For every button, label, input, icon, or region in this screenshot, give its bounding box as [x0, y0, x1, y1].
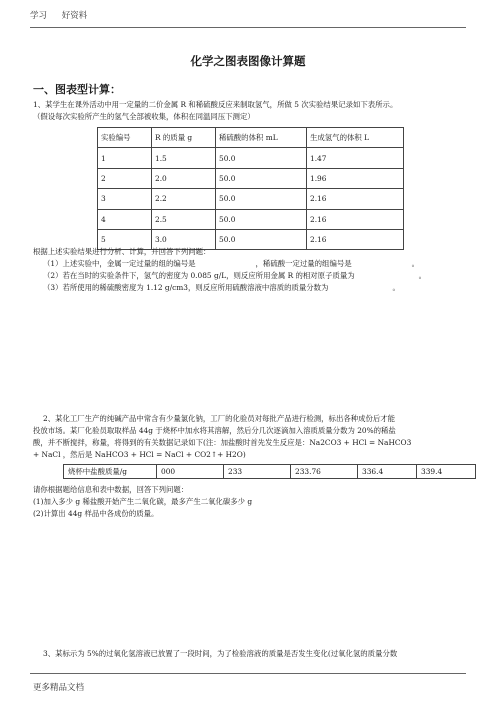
q2-line-4: + NaCl ，然后是 NaHCO3 + HCl = NaCl + CO2↑+ H2O): [33, 450, 246, 459]
header-right: 好资料: [61, 11, 88, 21]
table-cell: 2: [98, 168, 152, 188]
q2-line-2: 投放市场。某厂化验员取取样品 44g 于烧杯中加水将其溶解，然后分几次逐滴加入溶质质量分数为 20%的稀盐: [33, 426, 396, 435]
page-header: [30, 9, 87, 21]
table-cell: 2.16: [307, 189, 404, 209]
table-cell: 1.47: [307, 148, 404, 168]
q1-sub2-text-a: （2）若在当时的实验条件下，氢气的密度为 0.085 g/L，则反应所用金属 R 的相对原子质量为: [43, 271, 355, 280]
table-cell: 2.16: [307, 229, 404, 249]
q1-sub2: [43, 270, 471, 282]
table-cell: 50.0: [216, 189, 307, 209]
experiment-table: [97, 127, 404, 250]
table-cell: 1: [98, 148, 152, 168]
table-cell: 4: [98, 209, 152, 229]
table-header-cell: R 的质量 g: [152, 128, 216, 148]
table-header-cell: 实验编号: [98, 128, 152, 148]
table-cell: 50.0: [216, 168, 307, 188]
q2-line-1: 2、某化工厂生产的纯碱产品中常含有少量氯化钠，工厂的化验员对每批产品进行检测，标出各种成份后才能: [43, 414, 396, 423]
table-cell: 000: [157, 465, 224, 479]
table-header-cell: 稀硫酸的体积 mL: [216, 128, 307, 148]
footer-rule: [30, 673, 466, 674]
q1-sub3-text-a: （3）若所使用的稀硫酸密度为 1.12 g/cm3，则反应所用硫酸溶液中溶质的质量分数为: [43, 283, 329, 292]
q2-instructions: 请你根据题给信息和表中数据，回答下列问题：: [33, 485, 189, 494]
hcl-table: [63, 464, 476, 479]
page-footer: 更多精品文档: [33, 683, 85, 693]
q1-instructions: 根据上述实验结果进行分析、计算，并回答下列问题：: [33, 247, 211, 256]
q1-sub2-text-b: 。: [418, 271, 427, 280]
table-cell: 1.96: [307, 168, 404, 188]
table-header-cell: 烧杯中盐酸质量/g: [64, 465, 157, 479]
q1-sub1-text-b: ，稀硫酸一定过量的组编号是: [255, 259, 352, 268]
table-header-row: [98, 128, 404, 148]
table-cell: 3.0: [152, 229, 216, 249]
table-cell: 339.4: [417, 465, 476, 479]
section-heading: 一、图表型计算：: [33, 83, 121, 96]
table-cell: 50.0: [216, 148, 307, 168]
q1-sub1-text-c: 。: [411, 259, 420, 268]
table-cell: 50.0: [216, 229, 307, 249]
table-row: [98, 148, 404, 168]
q1-sub1-text-a: （1）上述实验中，金属一定过量的组的编号是: [43, 259, 196, 268]
table-cell: 1.5: [152, 148, 216, 168]
table-cell: 50.0: [216, 209, 307, 229]
table-cell: 2.5: [152, 209, 216, 229]
q2-line-3: 酸，并不断搅拌，称量，将得到的有关数据记录如下(注：加盐酸时首先发生反应是：Na2CO3 + HCl = NaHCO3: [33, 438, 412, 447]
table-row: [64, 465, 476, 479]
q1-sub3: [43, 282, 471, 294]
table-row: [98, 209, 404, 229]
table-cell: 3: [98, 189, 152, 209]
table-cell: 2.16: [307, 209, 404, 229]
q1-intro: 1、某学生在课外活动中用一定量的二价金属 R 和稀硫酸反应来制取氢气，所做 5 次实验结果记录如下表所示。: [33, 100, 398, 109]
table-row: [98, 189, 404, 209]
header-rule: [30, 27, 466, 28]
page-title: 化学之图表图像计算题: [190, 54, 306, 68]
q1-sub3-text-b: 。: [392, 283, 400, 292]
q2-sub1: (1)加入多少 g 稀盐酸开始产生二氧化碳，最多产生二氧化碳多少 g: [33, 497, 253, 506]
q1-sub1: [43, 258, 471, 270]
table-row: [98, 168, 404, 188]
table-header-cell: 生成氢气的体积 L: [307, 128, 404, 148]
q2-sub2: (2)计算出 44g 样品中各成份的质量。: [33, 509, 159, 518]
q1-note: （假设每次实验所产生的氢气全部被收集，体积在同温同压下测定）: [33, 112, 255, 121]
table-cell: 233.76: [291, 465, 358, 479]
table-cell: 2.0: [152, 168, 216, 188]
header-left: 学习: [30, 11, 48, 21]
q3-line-1: 3、某标示为 5%的过氧化氢溶液已放置了一段时间，为了检验溶液的质量是否发生变化(过氧化氢的质量分数: [43, 649, 398, 658]
table-cell: 5: [98, 229, 152, 249]
table-cell: 2.2: [152, 189, 216, 209]
table-cell: 336.4: [358, 465, 417, 479]
table-cell: 233: [224, 465, 291, 479]
